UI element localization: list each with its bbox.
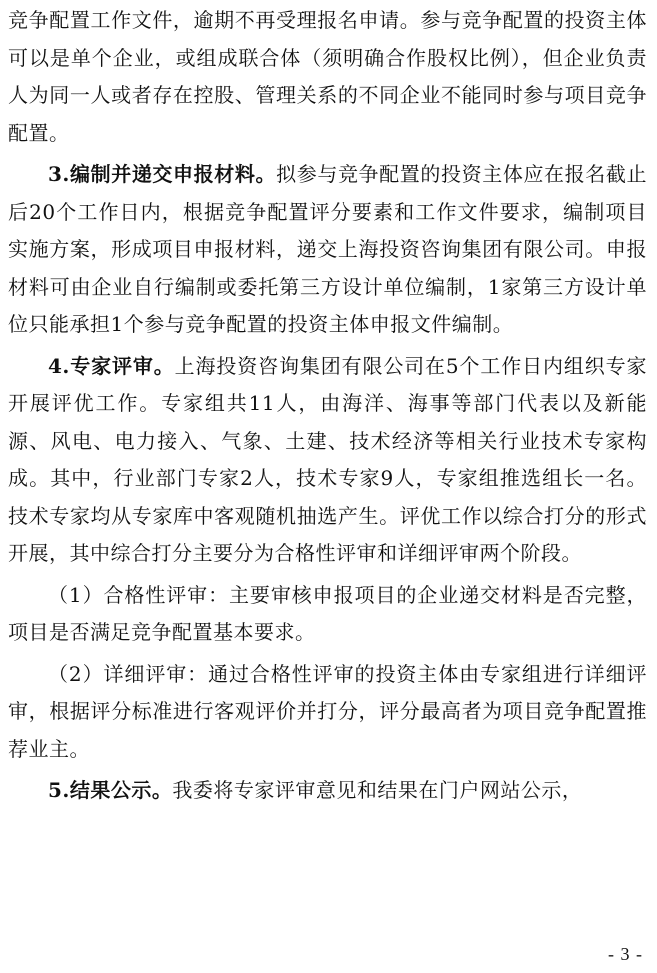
section-heading-result-publication: 5.结果公示。 xyxy=(48,778,173,802)
paragraph-text: （1）合格性评审：主要审核申报项目的企业递交材料是否完整，项目是否满足竞争配置基本要求。 xyxy=(8,582,647,644)
section-heading-submit-materials: 3.编制并递交申报材料。 xyxy=(48,162,277,186)
paragraph-text: （2）详细评审：通过合格性评审的投资主体由专家组进行详细评审，根据评分标准进行客观评价并打分，评分最高者为项目竞争配置推荐业主。 xyxy=(8,661,647,761)
paragraph-text: 上海投资咨询集团有限公司在5个工作日内组织专家开展评优工作。专家组共11人，由海洋、海事等部门代表以及新能源、风电、电力接入、气象、土建、技术经济等相关行业技术专家构成。其中，行业部门专家2人，技术专家9人，专家组推选组长一名。技术专家均从专家库中客观随机抽选产生。评优工作以综合打分的形式开展，其中综合打分主要分为合格性评审和详细评审两个阶段。 xyxy=(8,353,647,565)
paragraph-detailed-review xyxy=(8,656,647,769)
section-heading-expert-review: 4.专家评审。 xyxy=(48,353,175,378)
paragraph-result-publication xyxy=(8,772,647,810)
paragraph-continuation xyxy=(8,2,647,152)
paragraph-text: 我委将专家评审意见和结果在门户网站公示， xyxy=(172,778,583,802)
paragraph-qualification-review xyxy=(8,577,647,652)
paragraph-text: 竞争配置工作文件，逾期不再受理报名申请。参与竞争配置的投资主体可以是单个企业，或组成联合体（须明确合作股权比例），但企业负责人为同一人或者存在控股、管理关系的不同企业不能同时参与项目竞争配置。 xyxy=(8,8,647,145)
paragraph-submit-materials xyxy=(8,156,647,344)
paragraph-expert-review xyxy=(8,348,647,573)
paragraph-text: 拟参与竞争配置的投资主体应在报名截止后20个工作日内，根据竞争配置评分要素和工作文件要求，编制项目实施方案，形成项目申报材料，递交上海投资咨询集团有限公司。申报材料可由企业自行编制或委托第三方设计单位编制，1家第三方设计单位只能承担1个参与竞争配置的投资主体申报文件编制。 xyxy=(8,162,647,336)
page-number: - 3 - xyxy=(608,944,643,964)
